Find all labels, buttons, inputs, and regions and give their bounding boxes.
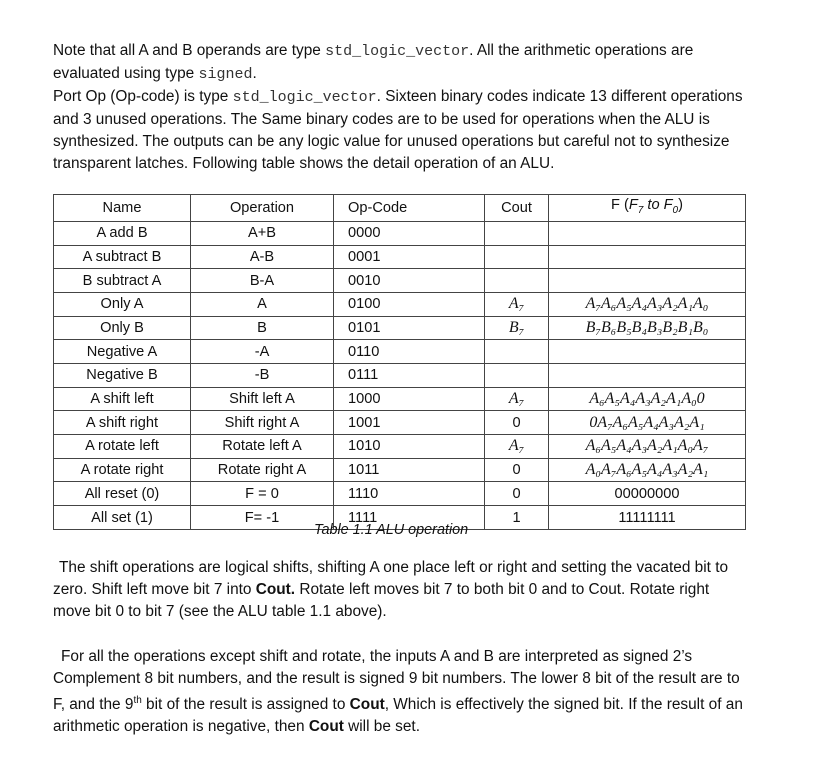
code-std-logic-vector: std_logic_vector: [325, 43, 470, 60]
cell-operation: F = 0: [191, 482, 334, 506]
cell-name: A shift left: [54, 387, 191, 411]
table-row: [54, 458, 746, 482]
cell-cout: A₇: [485, 387, 549, 411]
cell-name: Negative A: [54, 340, 191, 364]
table-row: [54, 364, 746, 388]
table-row: [54, 411, 746, 435]
cell-operation: B: [191, 316, 334, 340]
header-operation: Operation: [191, 195, 334, 222]
cell-name: Only A: [54, 292, 191, 316]
cell-cout: [485, 221, 549, 245]
alu-operation-table: [53, 194, 746, 530]
cell-opcode: 1111: [334, 506, 485, 530]
table-row: [54, 340, 746, 364]
cell-cout: A₇: [485, 292, 549, 316]
cell-f: A₆A₅A₄A₃A₂A₁A₀A₇: [549, 435, 746, 459]
header-opcode: Op-Code: [334, 195, 485, 222]
header-cout: Cout: [485, 195, 549, 222]
table-row: [54, 316, 746, 340]
cell-operation: Shift left A: [191, 387, 334, 411]
table-row: [54, 387, 746, 411]
cell-operation: Shift right A: [191, 411, 334, 435]
cell-opcode: 0110: [334, 340, 485, 364]
table-header-row: [54, 195, 746, 222]
table-row: [54, 292, 746, 316]
cell-name: A rotate left: [54, 435, 191, 459]
cell-cout: 0: [485, 411, 549, 435]
cell-operation: A: [191, 292, 334, 316]
cell-opcode: 0001: [334, 245, 485, 269]
cell-operation: Rotate right A: [191, 458, 334, 482]
code-std-logic-vector-2: std_logic_vector: [232, 89, 377, 106]
cell-opcode: 1001: [334, 411, 485, 435]
cell-cout: 0: [485, 458, 549, 482]
cell-operation: -B: [191, 364, 334, 388]
cell-f: [549, 364, 746, 388]
cell-cout: [485, 269, 549, 293]
table-row: [54, 245, 746, 269]
cell-name: A add B: [54, 221, 191, 245]
cell-opcode: 0010: [334, 269, 485, 293]
cell-f: 00000000: [549, 482, 746, 506]
cell-operation: A-B: [191, 245, 334, 269]
cell-opcode: 1110: [334, 482, 485, 506]
cell-opcode: 0111: [334, 364, 485, 388]
cell-name: B subtract A: [54, 269, 191, 293]
cell-name: Only B: [54, 316, 191, 340]
arithmetic-paragraph: For all the operations except shift and rotate, the inputs A and B are interpreted as signed 2’s Complement 8 bit numbers, and the result is signed 9 bit numbers. The lower 8 bit of the result are to F, and the 9th bit of the result is assigned to Cout, Which is effectively the signed bit. If the result of an arithmetic operation is negative, then Cout will be set.: [53, 648, 743, 736]
cell-cout: 1: [485, 506, 549, 530]
code-signed: signed: [198, 66, 253, 83]
cell-name: A subtract B: [54, 245, 191, 269]
cell-opcode: 0000: [334, 221, 485, 245]
cell-f: A₆A₅A₄A₃A₂A₁A₀0: [549, 387, 746, 411]
table-row: [54, 221, 746, 245]
cell-opcode: 0101: [334, 316, 485, 340]
intro-paragraph: Note that all A and B operands are type std_logic_vector. All the arithmetic operations are evaluated using type signed. Port Op (Op-code) is type std_logic_vector. Sixteen binary codes indicate 13 different operations and 3 unused operations. The Same binary codes are to be used for operations when the ALU is synthesized. The outputs can be any logic value for unused operations but careful not to synthesize transparent latches. Following table shows the detail operation of an ALU.: [53, 42, 743, 172]
cell-name: A shift right: [54, 411, 191, 435]
cell-cout: [485, 340, 549, 364]
table-caption: Table 1.1 ALU operation: [314, 522, 469, 538]
cell-f: A₇A₆A₅A₄A₃A₂A₁A₀: [549, 292, 746, 316]
cell-opcode: 1010: [334, 435, 485, 459]
cell-f: 11111111: [549, 506, 746, 530]
cell-name: Negative B: [54, 364, 191, 388]
cell-f: B₇B₆B₅B₄B₃B₂B₁B₀: [549, 316, 746, 340]
shift-paragraph: The shift operations are logical shifts, shifting A one place left or right and setting the vacated bit to zero. Shift left move bit 7 into Cout. Rotate left moves bit 7 to both bit 0 and to Cout. Rotate right move bit 0 to bit 7 (see the ALU table 1.1 above).: [53, 559, 729, 620]
cell-name: All set (1): [54, 506, 191, 530]
cell-f: [549, 221, 746, 245]
cell-operation: B-A: [191, 269, 334, 293]
cell-f: A₀A₇A₆A₅A₄A₃A₂A₁: [549, 458, 746, 482]
header-f: F ($F_7$ to $F_0$): [549, 195, 746, 222]
cell-f: [549, 269, 746, 293]
cell-f: 0A₇A₆A₅A₄A₃A₂A₁: [549, 411, 746, 435]
table-row: [54, 269, 746, 293]
table-row: [54, 482, 746, 506]
cell-cout: A₇: [485, 435, 549, 459]
cell-cout: [485, 364, 549, 388]
cell-operation: F= -1: [191, 506, 334, 530]
cell-f: [549, 245, 746, 269]
cell-cout: 0: [485, 482, 549, 506]
cell-f: [549, 340, 746, 364]
cell-cout: [485, 245, 549, 269]
cell-opcode: 1000: [334, 387, 485, 411]
cell-operation: Rotate left A: [191, 435, 334, 459]
cell-name: All reset (0): [54, 482, 191, 506]
cell-operation: A+B: [191, 221, 334, 245]
cell-cout: B₇: [485, 316, 549, 340]
cell-opcode: 0100: [334, 292, 485, 316]
cell-operation: -A: [191, 340, 334, 364]
header-name: Name: [54, 195, 191, 222]
cell-name: A rotate right: [54, 458, 191, 482]
table-row: [54, 435, 746, 459]
cell-opcode: 1011: [334, 458, 485, 482]
